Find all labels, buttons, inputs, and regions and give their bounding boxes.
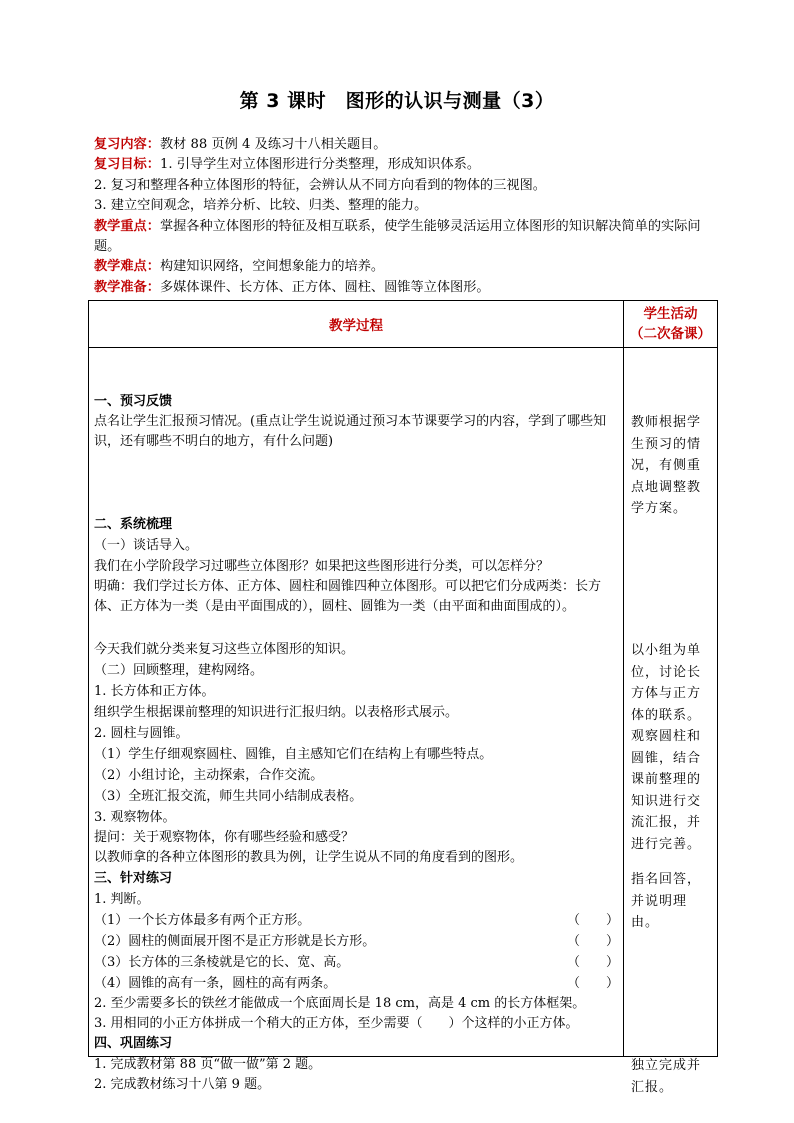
student-activity-cell xyxy=(624,348,718,1095)
answer-blank-1: （ ） xyxy=(566,913,619,928)
teaching-prep xyxy=(94,278,714,298)
activity-note-3: 指名回答，并说明理由。 xyxy=(631,872,702,930)
answer-blank-4: （ ） xyxy=(566,976,619,991)
header-teaching-process: 教学过程 xyxy=(89,301,624,348)
teaching-difficulty-label: 教学难点： xyxy=(94,259,160,275)
item-cylinder-cone: 2. 圆柱与圆锥。 xyxy=(94,726,189,741)
exercise-judge: 1. 判断。 xyxy=(94,892,150,907)
teaching-process-table xyxy=(88,300,718,1095)
answer-blank-3: （ ） xyxy=(566,955,619,970)
item-cylinder-cone-step1: （1）学生仔细观察圆柱、圆锥，自主感知它们在结构上有哪些特点。 xyxy=(94,747,493,762)
intro-clarify: 明确：我们学过长方体、正方体、圆柱和圆锥四种立体图形。可以把它们分成两类：长方体、正方体为一类（是由平面围成的），圆柱、圆锥为一类（由平面和曲面围成的）。 xyxy=(94,579,602,614)
teaching-prep-label: 教学准备： xyxy=(94,279,160,295)
subsection-intro: （一）谈话导入。 xyxy=(94,538,199,553)
item-cylinder-cone-step3: （3）全班汇报交流，师生共同小结制成表格。 xyxy=(94,789,363,804)
table-body-row xyxy=(89,348,718,1057)
review-content-label: 复习内容： xyxy=(94,137,160,152)
item-cuboid-cube: 1. 长方体和正方体。 xyxy=(94,684,215,699)
review-goals xyxy=(94,155,714,175)
judge-item-2-text: （2）圆柱的侧面展开图不是正方形就是长方形。 xyxy=(94,934,376,949)
section-heading-1: 一、预习反馈 xyxy=(94,394,173,409)
review-content xyxy=(94,135,714,155)
review-goal-1: 1. 引导学生对立体图形进行分类整理，形成知识体系。 xyxy=(159,157,481,173)
judge-item-1 xyxy=(94,911,619,931)
review-goals-label: 复习目标： xyxy=(94,157,160,173)
activity-note-2: 以小组为单位，讨论长方体与正方体的联系。观察圆柱和圆锥，结合课前整理的知识进行交流汇报，并进行完善。 xyxy=(631,643,702,852)
intro-review: 今天我们就分类来复习这些立体图形的知识。 xyxy=(94,642,355,657)
teaching-key xyxy=(94,217,714,258)
page-title: 第 3 课时 图形的认识与测量（3） xyxy=(239,90,555,112)
judge-item-2 xyxy=(94,932,619,952)
section-heading-2: 二、系统梳理 xyxy=(94,517,173,532)
teaching-difficulty xyxy=(94,257,714,277)
teaching-process-cell xyxy=(89,348,624,1092)
exercise-cubes: 3. 用相同的小正方体拼成一个稍大的正方体，至少需要（ ）个这样的小正方体。 xyxy=(94,1016,579,1031)
review-content-text: 教材 88 页例 4 及练习十八相关题目。 xyxy=(159,137,387,152)
teaching-difficulty-text: 构建知识网络，空间想象能力的培养。 xyxy=(159,259,385,275)
section-heading-3: 三、针对练习 xyxy=(94,871,173,886)
review-goal-3: 3. 建立空间观念，培养分析、比较、归类、整理的能力。 xyxy=(94,198,428,214)
preview-feedback-text: 点名让学生汇报预习情况。(重点让学生说说通过预习本节课要学习的内容，学到了哪些知识，还有哪些不明白的地方，有什么问题) xyxy=(94,414,607,449)
exercise-wire: 2. 至少需要多长的铁丝才能做成一个底面周长是 18 cm，高是 4 cm 的长方体框架。 xyxy=(94,996,586,1011)
header-student-activity xyxy=(624,301,718,348)
judge-item-4 xyxy=(94,974,619,994)
item-observe-objects: 3. 观察物体。 xyxy=(94,810,176,825)
teaching-key-text: 掌握各种立体图形的特征及相互联系，使学生能够灵活运用立体图形的知识解决简单的实际问题。 xyxy=(94,218,701,255)
judge-item-1-text: （1）一个长方体最多有两个正方形。 xyxy=(94,913,311,928)
teaching-prep-text: 多媒体课件、长方体、正方体、圆柱、圆锥等立体图形。 xyxy=(159,279,490,295)
judge-item-3-text: （3）长方体的三条棱就是它的长、宽、高。 xyxy=(94,955,350,970)
item-observe-question: 提问：关于观察物体，你有哪些经验和感受？ xyxy=(94,830,355,845)
judge-item-3 xyxy=(94,953,619,973)
activity-note-1: 教师根据学生预习的情况，有侧重点地调整教学方案。 xyxy=(631,415,702,516)
item-cylinder-cone-step2: （2）小组讨论，主动探索，合作交流。 xyxy=(94,768,324,783)
header-student-activity-line1: 学生活动 xyxy=(643,306,698,322)
activity-note-4: 独立完成并汇报。 xyxy=(631,1058,702,1095)
review-goal-2: 2. 复习和整理各种立体图形的特征，会辨认从不同方向看到的物体的三视图。 xyxy=(94,177,546,193)
consolidate-item-1: 1. 完成教材第 88 页“做一做”第 2 题。 xyxy=(94,1057,322,1072)
header-student-activity-line2: （二次备课） xyxy=(630,326,711,342)
answer-blank-2: （ ） xyxy=(566,934,619,949)
lesson-intro xyxy=(94,135,714,298)
teaching-key-label: 教学重点： xyxy=(94,218,160,234)
item-observe-example: 以教师拿的各种立体图形的教具为例，让学生说从不同的角度看到的图形。 xyxy=(94,850,524,865)
judge-item-4-text: （4）圆锥的高有一条，圆柱的高有两条。 xyxy=(94,976,337,991)
subsection-review: （二）回顾整理，建构网络。 xyxy=(94,663,264,678)
section-heading-4: 四、巩固练习 xyxy=(94,1036,173,1051)
item-cuboid-cube-detail: 组织学生根据课前整理的知识进行汇报归纳。以表格形式展示。 xyxy=(94,705,459,720)
consolidate-item-2: 2. 完成教材练习十八第 9 题。 xyxy=(94,1077,271,1092)
intro-question: 我们在小学阶段学习过哪些立体图形？如果把这些图形进行分类，可以怎样分？ xyxy=(94,559,550,574)
table-header-row xyxy=(89,301,718,348)
